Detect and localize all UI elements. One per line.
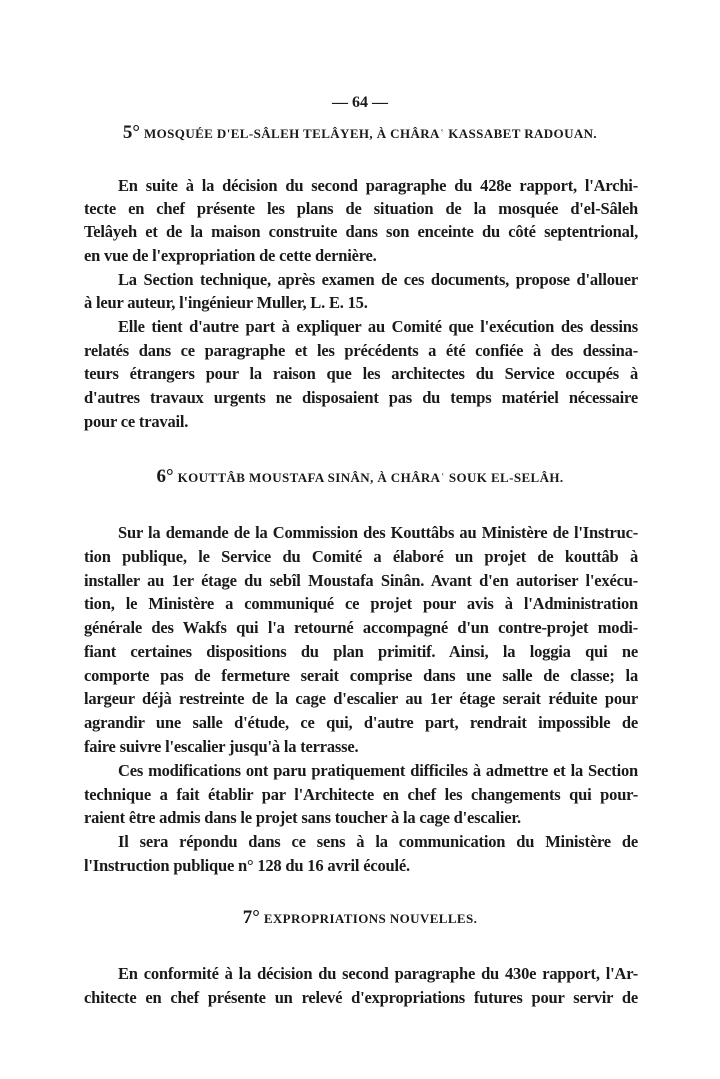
text-line: installer au 1er étage du sebîl Moustafa Sinân. Avant d'en autoriser l'exécu- bbox=[84, 571, 638, 590]
text-line: l'Instruction publique n° 128 du 16 avril écoulé. bbox=[84, 856, 410, 875]
text-line: En suite à la décision du second paragraphe du 428e rapport, l'Archi- bbox=[118, 176, 638, 195]
text-line: relatés dans ce paragraphe et les précédents a été confiée à des dessina- bbox=[84, 341, 638, 360]
text-line: agrandir une salle d'étude, ce qui, d'autre part, rendrait impossible de bbox=[84, 713, 638, 732]
text-line: Elle tient d'autre part à expliquer au Comité que l'exécution des dessins bbox=[118, 317, 638, 336]
text-line: raient être admis dans le projet sans toucher à la cage d'escalier. bbox=[84, 808, 521, 827]
section-number: 6° bbox=[156, 466, 174, 487]
section-title: KOUTTÂB MOUSTAFA SINÂN, À CHÂRAʿ SOUK EL-SELÂH. bbox=[177, 470, 564, 485]
section-number: 7° bbox=[242, 907, 260, 928]
text-line: d'autres travaux urgents ne disposaient pas du temps matériel nécessaire bbox=[84, 388, 638, 407]
text-line: chitecte en chef présente un relevé d'expropriations futures pour servir de bbox=[84, 988, 638, 1007]
text-line: tion, le Ministère a communiqué ce projet pour avis à l'Administration bbox=[84, 594, 638, 613]
text-line: générale des Wakfs qui l'a retourné accompagné d'un contre-projet modi- bbox=[84, 618, 638, 637]
text-line: La Section technique, après examen de ces documents, propose d'allouer bbox=[118, 270, 638, 289]
text-line: Ces modifications ont paru pratiquement difficiles à admettre et la Section bbox=[118, 761, 638, 780]
section-heading bbox=[0, 907, 720, 929]
text-line: pour ce travail. bbox=[84, 412, 189, 431]
text-line: technique a fait établir par l'Architecte en chef les changements qui pour- bbox=[84, 785, 638, 804]
text-line: tion publique, le Service du Comité a élaboré un projet de kouttâb à bbox=[84, 547, 638, 566]
section-title: MOSQUÉE D'EL-SÂLEH TELÂYEH, À CHÂRAʿ KASSABET RADOUAN. bbox=[144, 126, 598, 141]
text-line: Sur la demande de la Commission des Kouttâbs au Ministère de l'Instruc- bbox=[118, 523, 638, 542]
text-line: Il sera répondu dans ce sens à la communication du Ministère de bbox=[118, 832, 638, 851]
text-line: tecte en chef présente les plans de situation de la mosquée d'el-Sâleh bbox=[84, 199, 638, 218]
section-heading bbox=[0, 466, 720, 488]
page-number: — 64 — bbox=[332, 94, 388, 111]
text-line: largeur déjà restreinte de la cage d'escalier au 1er étage serait réduite pour bbox=[84, 689, 638, 708]
section-heading bbox=[0, 122, 720, 144]
text-line: comporte pas de fermeture serait comprise dans une salle de classe; la bbox=[84, 666, 638, 685]
text-line: En conformité à la décision du second paragraphe du 430e rapport, l'Ar- bbox=[118, 964, 638, 983]
text-line: à leur auteur, l'ingénieur Muller, L. E. 15. bbox=[84, 293, 368, 312]
text-line: en vue de l'expropriation de cette dernière. bbox=[84, 246, 377, 265]
text-line: teurs étrangers pour la raison que les architectes du Service occupés à bbox=[84, 364, 638, 383]
section-number: 5° bbox=[122, 122, 140, 143]
text-line: faire suivre l'escalier jusqu'à la terrasse. bbox=[84, 737, 359, 756]
text-line: Telâyeh et de la maison construite dans son enceinte du côté septentrional, bbox=[84, 222, 638, 241]
section-title: EXPROPRIATIONS NOUVELLES. bbox=[263, 911, 478, 926]
text-line: fiant certaines dispositions du plan primitif. Ainsi, la loggia qui ne bbox=[84, 642, 638, 661]
